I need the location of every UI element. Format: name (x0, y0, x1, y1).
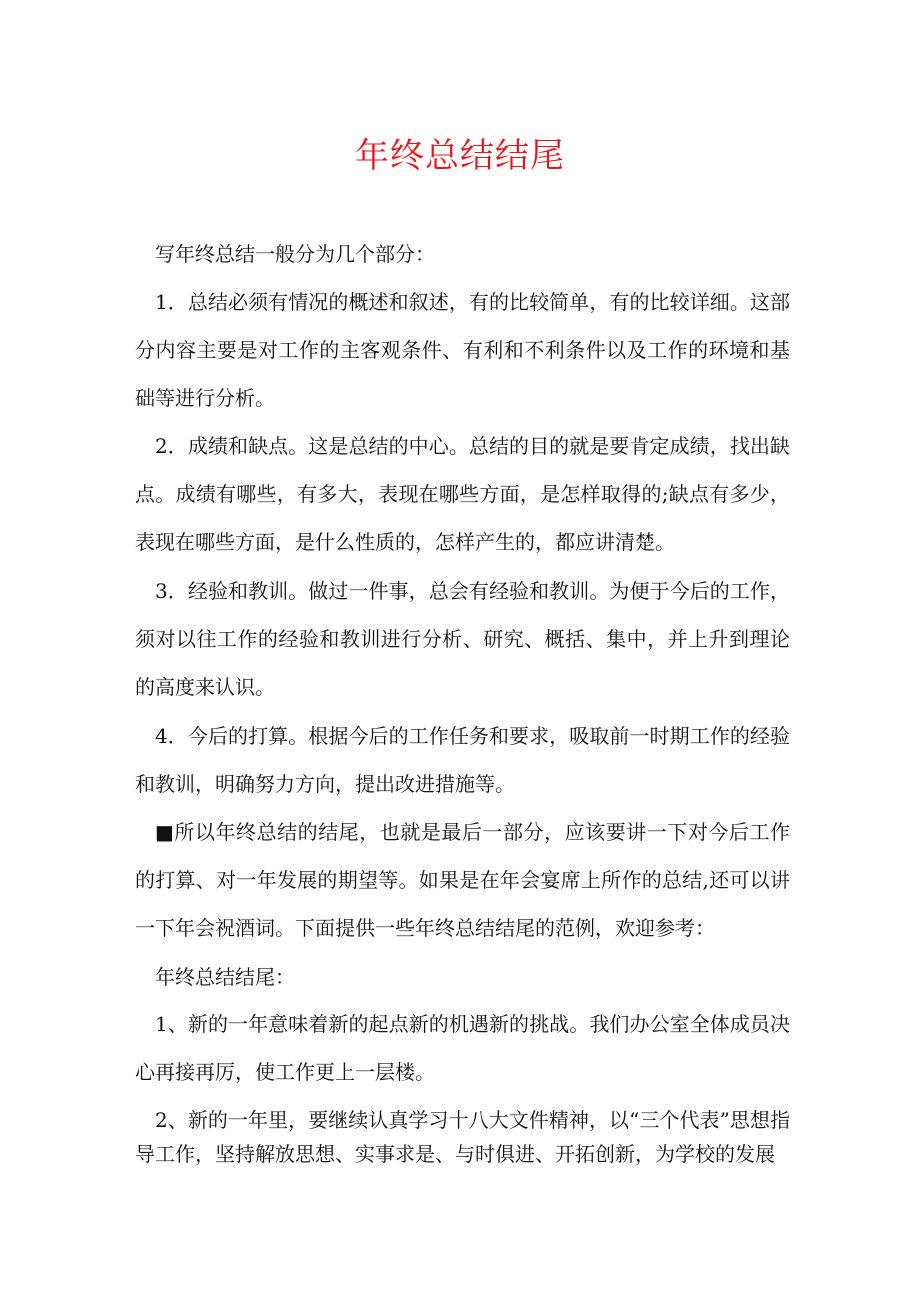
paragraph-examples-heading: 年终总结结尾： (155, 965, 295, 989)
paragraph-point-1: 1．总结必须有情况的概述和叙述，有的比较简单，有的比较详细。这部分内容主要是对工作的主客观条件、有利和不利条件以及工作的环境和基础等进行分析。 (135, 290, 790, 410)
paragraph-point-3: 3．经验和教训。做过一件事，总会有经验和教训。为便于今后的工作，须对以往工作的经验和教训进行分析、研究、概括、集中，并上升到理论的高度来认识。 (135, 579, 790, 699)
document-title: 年终总结结尾 (355, 136, 565, 176)
paragraph-closing-intro: ■所以年终总结的结尾，也就是最后一部分，应该要讲一下对今后工作的打算、对一年发展的期望等。如果是在年会宴席上所作的总结,还可以讲一下年会祝酒词。下面提供一些年终总结结尾的范例，欢迎参考： (135, 820, 790, 940)
paragraph-point-2: 2．成绩和缺点。这是总结的中心。总结的目的就是要肯定成绩，找出缺点。成绩有哪些，有多大，表现在哪些方面，是怎样取得的;缺点有多少，表现在哪些方面，是什么性质的，怎样产生的，都应讲清楚。 (135, 434, 790, 554)
paragraph-example-1: 1、新的一年意味着新的起点新的机遇新的挑战。我们办公室全体成员决心再接再厉，使工作更上一层楼。 (135, 1012, 790, 1084)
paragraph-example-2: 2、新的一年里，要继续认真学习十八大文件精神，以“三个代表”思想指导工作，坚持解放思想、实事求是、与时俱进、开拓创新，为学校的发展 (135, 1108, 790, 1166)
paragraph-intro: 写年终总结一般分为几个部分： (155, 242, 435, 266)
paragraph-point-4: 4．今后的打算。根据今后的工作任务和要求，吸取前一时期工作的经验和教训，明确努力方向，提出改进措施等。 (135, 724, 790, 796)
